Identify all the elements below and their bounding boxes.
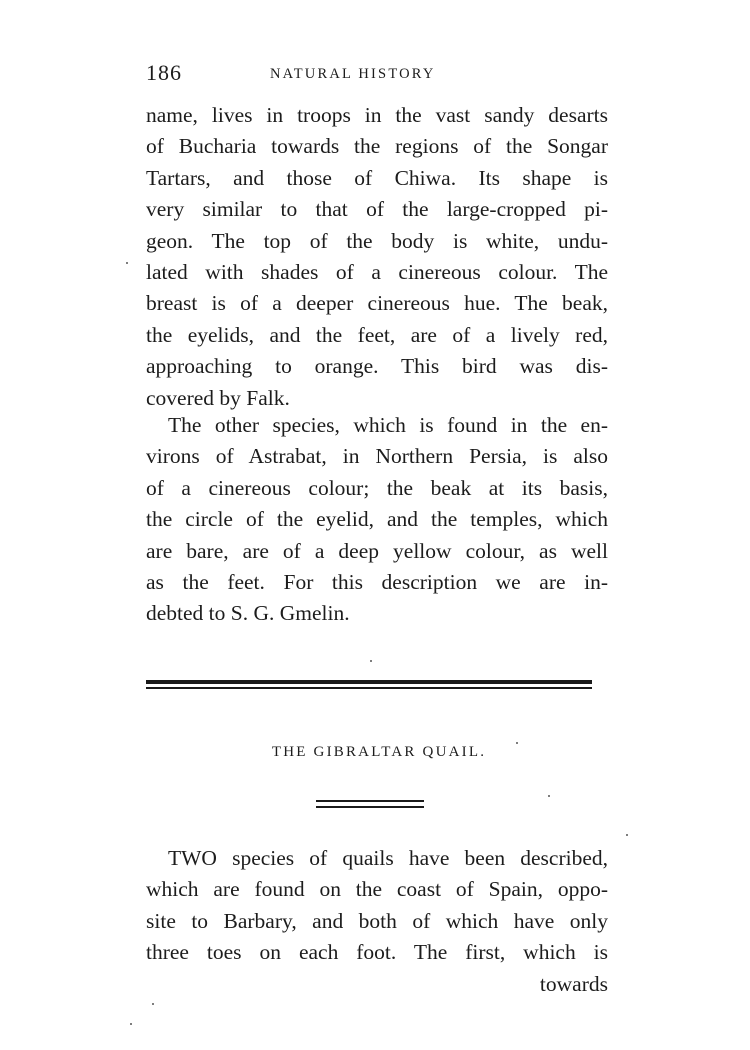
text-line: are bare, are of a deep yellow colour, as well [146,538,608,563]
text-line: very similar to that of the large-cropped pi- [146,197,608,222]
text-line: lated with shades of a cinereous colour. The [146,259,608,284]
text-line: of Bucharia towards the regions of the Songar [146,134,608,159]
section-divider-thin [146,687,592,689]
running-title: NATURAL HISTORY [270,66,436,82]
text-line: which are found on the coast of Spain, oppo- [146,877,608,902]
catchword: towards [539,971,608,996]
heading-ornament-rule [316,806,424,808]
heading-ornament-rule [316,800,424,802]
text-line: The other species, which is found in the en- [168,413,608,437]
text-line: breast is of a deeper cinereous hue. The beak, [146,291,608,316]
text-line: site to Barbary, and both of which have only [146,908,608,933]
paragraph-continued [146,100,608,414]
text-line: as the feet. For this description we are in- [146,569,608,594]
running-head [146,60,612,90]
paper-speck [626,834,628,836]
paper-speck [130,1023,132,1025]
text-line: geon. The top of the body is white, undu- [146,228,608,253]
paper-speck [370,660,372,662]
text-line: of a cinereous colour; the beak at its basis, [146,475,608,500]
text-line: TWO species of quails have been described, [168,846,608,870]
paragraph-other-species [146,410,608,630]
section-heading: THE GIBRALTAR QUAIL. [271,744,487,760]
text-line: covered by Falk. [146,385,290,410]
paper-speck [548,795,550,797]
text-line: debted to S. G. Gmelin. [146,601,350,626]
paper-speck [516,742,518,744]
page-number: 186 [146,60,182,85]
text-line: name, lives in troops in the vast sandy desarts [146,103,608,127]
paper-speck [126,262,128,264]
paragraph-gibraltar-quail [146,843,608,1000]
section-divider-thick [146,680,592,684]
text-line: virons of Astrabat, in Northern Persia, is also [146,444,608,469]
text-line: the circle of the eyelid, and the temples, which [146,507,608,532]
text-line: approaching to orange. This bird was dis- [146,354,608,379]
paper-speck [152,1003,154,1005]
text-line: the eyelids, and the feet, are of a lively red, [146,322,608,347]
text-line: Tartars, and those of Chiwa. Its shape is [146,165,608,190]
text-line: three toes on each foot. The first, which is [146,940,608,965]
